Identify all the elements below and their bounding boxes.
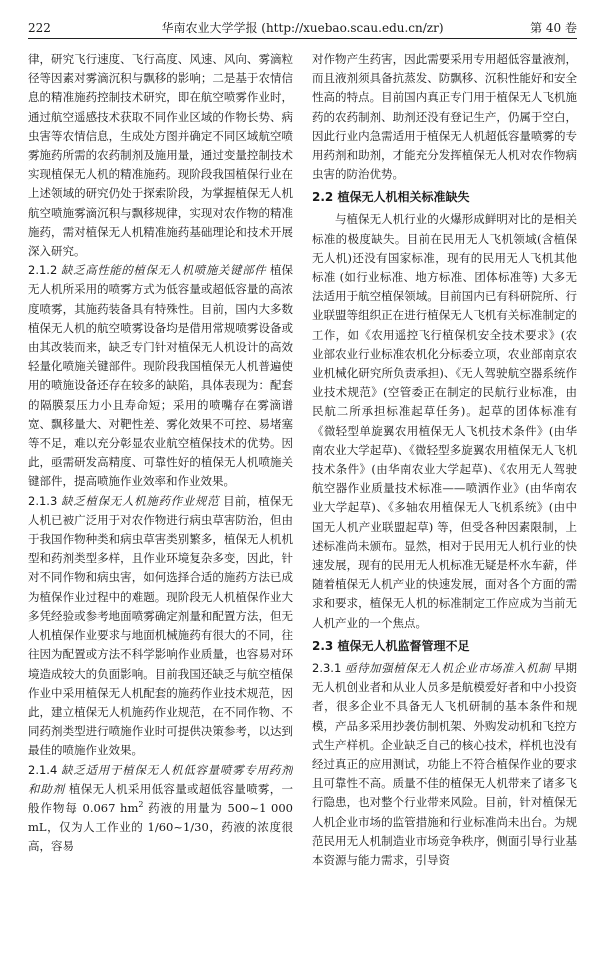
section-number: 2.3 (312, 638, 334, 653)
section-number: 2.1.3 (28, 493, 58, 508)
section-number: 2.3.1 (312, 660, 342, 675)
section-body: 植保无人机所采用的喷雾方式为低容量或超低容量的高浓度喷雾，其施药装备具有特殊性。目前，国内大多数植保无人机的航空喷雾设备均是借用常规喷雾设备或由其改装而来，缺乏专门针对植保无人机设计的高效轻量化喷施关键部件。现阶段我国植保无人机普遍使用的喷施设备还存在较多的缺陷，具体表现为：配套的隔膜泵压力小且寿命短；采用的喷嘴存在雾滴谱宽、飘移量大、对靶性差、雾化效果不可控、易堵塞等不足，难以充分彰显农业航空植保技术的优势。因此，亟需研发高精度、可靠性好的植保无人机喷施关键部件，提高喷施作业效率和作业效果。 (28, 263, 293, 489)
section-title: 亟待加强植保无人机企业市场准入机制 (345, 660, 551, 675)
volume-label: 第 40 卷 (530, 21, 577, 35)
section-heading-2-2 (312, 188, 577, 207)
section-body-part-b: 药液的用量为 500~1 000 mL，仅为人工作业的 1/60~1/30，药液的浓度很高，容易 (28, 800, 293, 854)
section-title: 缺乏植保无人机施药作业规范 (61, 493, 220, 508)
section-2-1-2 (28, 261, 293, 491)
section-2-1-3 (28, 492, 293, 761)
section-2-2-body: 与植保无人机行业的火爆形成鲜明对比的是相关标准的极度缺失。目前在民用无人飞机领域(含植保无人机)还没有国家标准，现有的民用无人飞机其他标准 (如行业标准、地方标准、团体标准等) 大多无法适用于航空植保领域。目前国内已有科研院所、行业联盟等组织正在进行植保无人飞机有关标准制定的工作，如《农用遥控飞行植保机安全技术要求》(农业部农业行业标准农机化分标委立项，农业部南京农业机械化研究所负责承担)、《无人驾驶航空器系统作业技术规范》(空管委正在制定的民航行业标准，由民航二所承担标准起草任务)。起草的团体标准有《微轻型单旋翼农用植保无人飞机技术条件》(由华南农业大学起草)、《微轻型多旋翼农用植保无人飞机技术条件》(由华南农业大学起草)、《农用无人驾驶航空器作业质量技术标准——喷洒作业》(由华南农业大学起草)、《多轴农用植保无人飞机系统》(由中国无人机产业联盟起草) 等，但受各种因素限制，上述标准尚未颁布。显然，相对于民用无人机行业的快速发展，现有的民用无人机标准无疑是杯水车薪，伴随着植保无人机产业的快速发展，面对各个方面的需求和要求，植保无人机的标准制定工作应成为当前无人机产业的一个焦点。 (312, 212, 577, 630)
right-column (312, 50, 577, 952)
section-body-part-a: 植保无人机采用低容量或超低容量喷雾，一般作物每 0.067 hm (28, 781, 293, 815)
journal-title: 华南农业大学学报 (http://xuebao.scau.edu.cn/zr) (161, 21, 444, 35)
section-title: 植保无人机相关标准缺失 (337, 190, 470, 205)
section-number: 2.2 (312, 190, 334, 205)
section-title: 缺乏适用于植保无人机低容量喷雾专用药剂和助剂 (28, 762, 293, 796)
section-body: 早期无人机创业者和从业人员多是航模爱好者和中小投资者，很多企业不具备无人飞机研制的基本条件和规模，产品多采用抄袭仿制机架、外购发动机和飞控方式生产样机。企业缺乏自己的核心技术，样机也没有经过真正的应用测试，功能上不符合植保作业的要求且可靠性不高。质量不佳的植保无人机带来了诸多飞行隐患，也对整个行业带来风险。目前，针对植保无人机企业市场的监管措施和行业标准尚未出台。为规范民用无人机制造业市场竞争秩序，侧面引导行业基本资源与能力需求，引导资 (312, 660, 577, 867)
unit-superscript: 2 (138, 800, 144, 810)
section-2-3-1 (312, 659, 577, 870)
running-header (28, 18, 577, 39)
left-column (28, 50, 293, 952)
section-title: 植保无人机监督管理不足 (337, 638, 470, 653)
section-heading-2-3 (312, 637, 577, 656)
section-number: 2.1.4 (28, 762, 58, 777)
page-number: 222 (28, 21, 51, 35)
section-2-1-4 (28, 761, 293, 857)
section-title: 缺乏高性能的植保无人机喷施关键部件 (61, 263, 267, 278)
section-body: 目前，植保无人机已被广泛用于对农作物进行病虫草害防治，但由于我国作物种类和病虫草害类别繁多，植保无人机机型和药剂类型多样，且作业环境复杂多变，因此，针对不同作物和病虫害，如何选择合适的施药方法已成为植保作业过程中的难题。现阶段无人机植保作业大多凭经验或参考地面喷雾确定剂量和配置方法，但无人机植保作业要求与地面机械施药有很大的不同，往往因为配置或方法不科学影响作业质量，也容易对环境造成较大的负面影响。目前我国还缺乏与航空植保作业中采用植保无人机配套的施药作业技术规范，因此，建立植保无人机施药作业规范，在不同作物、不同药剂类型进行喷施作业时可提供决策参考，以达到最佳的喷施作业效果。 (28, 493, 293, 758)
paragraph-continued: 对作物产生药害，因此需要采用专用超低容量液剂，而且液剂须具备抗蒸发、防飘移、沉积性能好和安全性高的特点。目前国内真正专门用于植保无人飞机施药的农药制剂、助剂还没有登记生产，仍属于空白，因此行业内急需适用于植保无人机超低容量喷雾的专用药剂和助剂，才能充分发挥植保无人机对农作物病虫害的防治优势。 (312, 52, 577, 182)
paragraph-intro-continued: 律，研究飞行速度、飞行高度、风速、风向、雾滴粒径等因素对雾滴沉积与飘移的影响；二是基于农情信息的精准施药控制技术研究，即在航空喷雾作业时，通过航空遥感技术获取不同作业区域的作物长势、病虫害等农情信息，生成处方图并确定不同区域航空喷雾施药所需的农药制剂及施用量，通过变量控制技术实现植保无人机的精准施药。现阶段我国植保行业在上述领域的研究仍处于探索阶段，为掌握植保无人机航空喷施雾滴沉积与飘移规律，实现对农作物的精准施药，需对植保无人机精准施药基础理论和技术开展深入研究。 (28, 52, 293, 259)
section-number: 2.1.2 (28, 263, 58, 278)
